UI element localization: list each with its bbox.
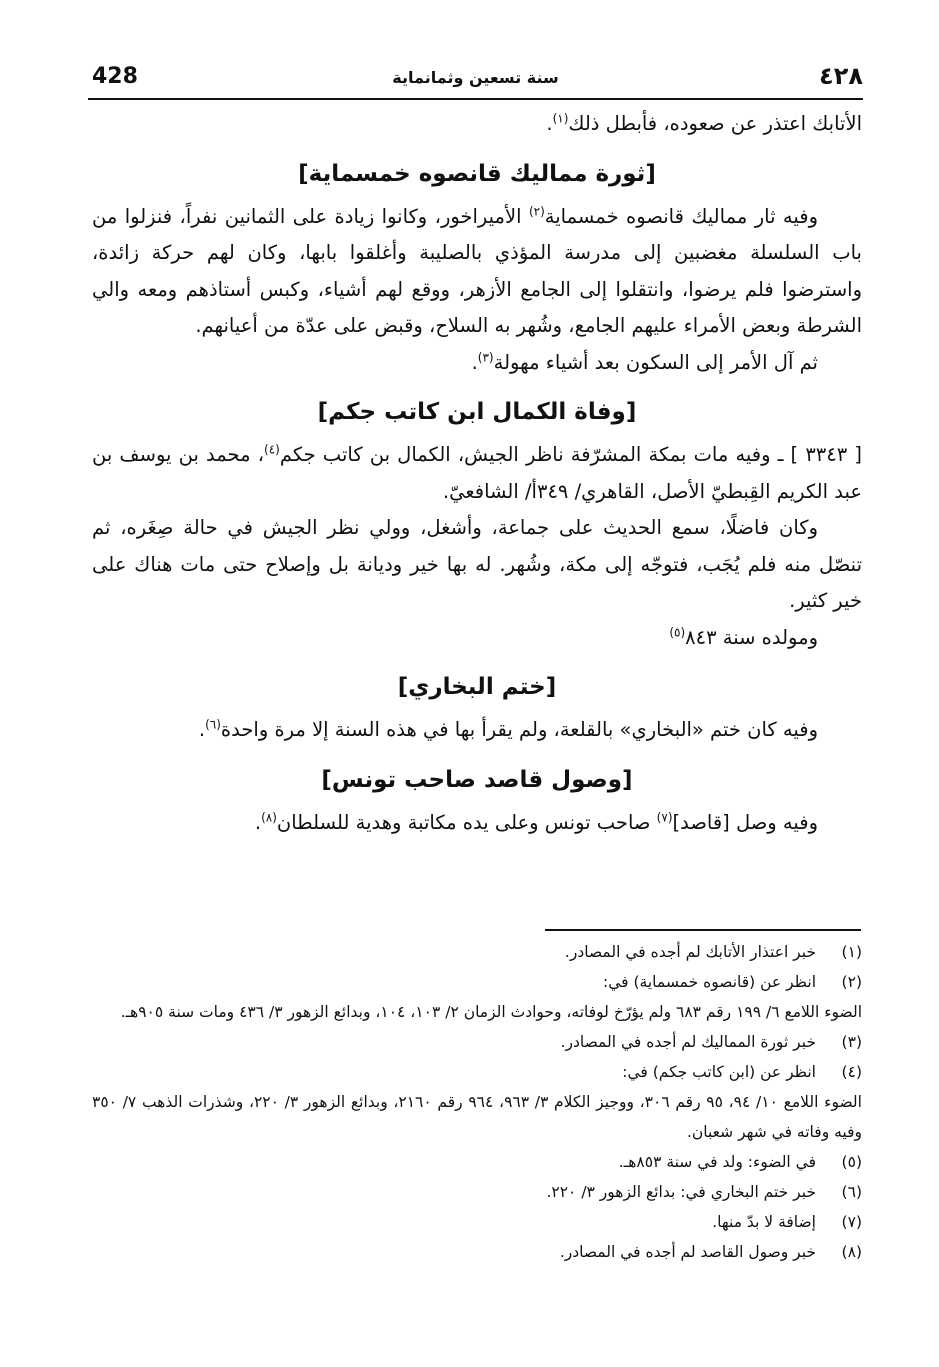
paragraph-envoy — [92, 805, 862, 842]
paragraph-calm — [92, 345, 862, 382]
footnote-ref: (٢) — [528, 204, 545, 218]
footnote-text: خبر اعتذار الأتابك لم أجده في المصادر. — [564, 943, 816, 961]
footnote-text: خبر وصول القاصد لم أجده في المصادر. — [559, 1243, 816, 1261]
footnote-ref: (٥) — [669, 625, 686, 639]
page-number-latin: 428 — [92, 64, 138, 89]
footnote-4-continuation: الضوء اللامع ١٠/ ٩٤، ٩٥ رقم ٣٠٦، ووجيز الكلام ٣/ ٩٦٣، ٩٦٤ رقم ٢١٦٠، وبدائع الزهور ٣/ ٢٢٠، وشذرات الذهب ٧/ ٣٥٠ وفيه وفاته في شهر شعبان. — [92, 1093, 862, 1141]
paragraph-atabak — [92, 106, 862, 143]
footnote-text: خبر ثورة المماليك لم أجده في المصادر. — [560, 1033, 816, 1051]
section-heading-revolt: [ثورة مماليك قانصوه خمسماية] — [298, 160, 656, 187]
footnote-text: انظر عن (قانصوه خمسماية) في: — [603, 973, 816, 991]
footnote-7 — [92, 1207, 862, 1237]
paragraph-virtues: وكان فاضلًا، سمع الحديث على جماعة، وأشغل، وولي نظر الجيش في حالة صِغَره، ثم تنصّل منه فلم يُجَب، فتوجّه إلى مكة، وشُهر. له بها خير وديانة بل وإصلاح حتى مات هناك على خير كثير. — [92, 516, 862, 612]
paragraph-end: . — [198, 718, 206, 741]
footnote-number: (١) — [841, 943, 862, 961]
footnote-number: (٤) — [841, 1063, 862, 1081]
footnote-ref: (٤) — [264, 442, 280, 457]
paragraph-end: . — [546, 112, 553, 135]
footnote-2 — [92, 967, 862, 997]
paragraph-text: ، محمد بن يوسف بن عبد الكريم القِبطيّ الأصل، القاهري/ ٣٤٩أ/ الشافعيّ. — [92, 443, 862, 503]
footnote-number: (٨) — [841, 1243, 862, 1261]
footnote-text: انظر عن (ابن كاتب جكم) في: — [622, 1063, 816, 1081]
footnote-2-continuation: الضوء اللامع ٦/ ١٩٩ رقم ٦٨٣ ولم يؤرّخ لوفاته، وحوادث الزمان ٢/ ١٠٣، ١٠٤، وبدائع الزهور ٣/ ٤٣٦ ومات سنة ٩٠٥هـ. — [120, 1003, 862, 1021]
main-text — [92, 106, 862, 841]
paragraph-text: ومولده سنة ٨٤٣ — [685, 625, 818, 649]
footnote-separator — [545, 929, 861, 931]
footnote-6 — [92, 1177, 862, 1207]
footnote-number: (٧) — [841, 1213, 862, 1231]
footnote-number: (٢) — [841, 973, 862, 991]
header-rule — [88, 98, 863, 100]
paragraph-text: صاحب تونس وعلى يده مكاتبة وهدية للسلطان — [276, 810, 657, 834]
footnotes — [92, 937, 862, 1267]
footnote-ref: (٦) — [205, 717, 221, 732]
footnote-text: إضافة لا بدّ منها. — [712, 1213, 816, 1231]
paragraph-text: الأميراخور، وكانوا زيادة على الثمانين نفراً، فنزلوا من باب السلسلة مغضبين إلى مدرسة المؤذي بالصليبة وأغلقوا بابها، وكان لهم حركة زائدة، واسترضوا فلم يرضوا، وانتقلوا إلى الجامع الأزهر، ووقع لهم أشياء، وكبس أستاذهم ومعه والي الشرطة وبعض الأمراء عليهم الجامع، وشُهر به السلاح، وقبض على عدّة من أعيانهم. — [92, 204, 862, 337]
footnote-ref: (٣) — [477, 350, 494, 364]
paragraph-revolt — [92, 199, 862, 345]
running-header — [88, 62, 863, 100]
footnote-ref: (١) — [552, 111, 569, 126]
footnote-text: خبر ختم البخاري في: بدائع الزهور ٣/ ٢٢٠. — [546, 1183, 816, 1201]
footnote-ref: (٧) — [656, 810, 673, 824]
footnote-1 — [92, 937, 862, 967]
running-title: سنة تسعين وثمانماية — [392, 68, 559, 87]
paragraph-text: الأتابك اعتذر عن صعوده، فأبطل ذلك — [568, 112, 862, 135]
paragraph-end: . — [254, 810, 262, 834]
footnote-8 — [92, 1237, 862, 1267]
footnote-ref: (٨) — [261, 810, 277, 824]
footnote-number: (٦) — [841, 1183, 862, 1201]
page-number-arabic: ٤٢٨ — [819, 62, 863, 90]
paragraph-text: وفيه ثار مماليك قانصوه خمسماية — [544, 204, 819, 228]
paragraph-text: وفيه وصل [قاصد] — [672, 810, 818, 834]
footnote-4 — [92, 1057, 862, 1087]
footnote-5 — [92, 1147, 862, 1177]
paragraph-text: ثم آل الأمر إلى السكون بعد أشياء مهولة — [493, 350, 818, 374]
section-heading-bukhari: [ختم البخاري] — [397, 674, 557, 700]
paragraph-bukhari — [92, 712, 862, 749]
paragraph-birth — [92, 620, 862, 657]
footnote-text: في الضوء: ولد في سنة ٨٥٣هـ. — [618, 1153, 816, 1171]
footnote-3 — [92, 1027, 862, 1057]
section-heading-envoy: [وصول قاصد صاحب تونس] — [321, 766, 633, 793]
footnote-number: (٣) — [841, 1033, 862, 1051]
paragraph-text: وفيه كان ختم «البخاري» بالقلعة، ولم يقرأ بها في هذه السنة إلا مرة واحدة — [220, 718, 818, 741]
footnote-number: (٥) — [841, 1153, 862, 1171]
paragraph-end: . — [471, 350, 478, 374]
section-heading-death: [وفاة الكمال ابن كاتب جكم] — [317, 399, 637, 425]
paragraph-text: [ ٣٣٤٣ ] ـ وفيه مات بمكة المشرّفة ناظر الجيش، الكمال بن كاتب جكم — [279, 443, 862, 466]
paragraph-biography — [92, 437, 862, 510]
